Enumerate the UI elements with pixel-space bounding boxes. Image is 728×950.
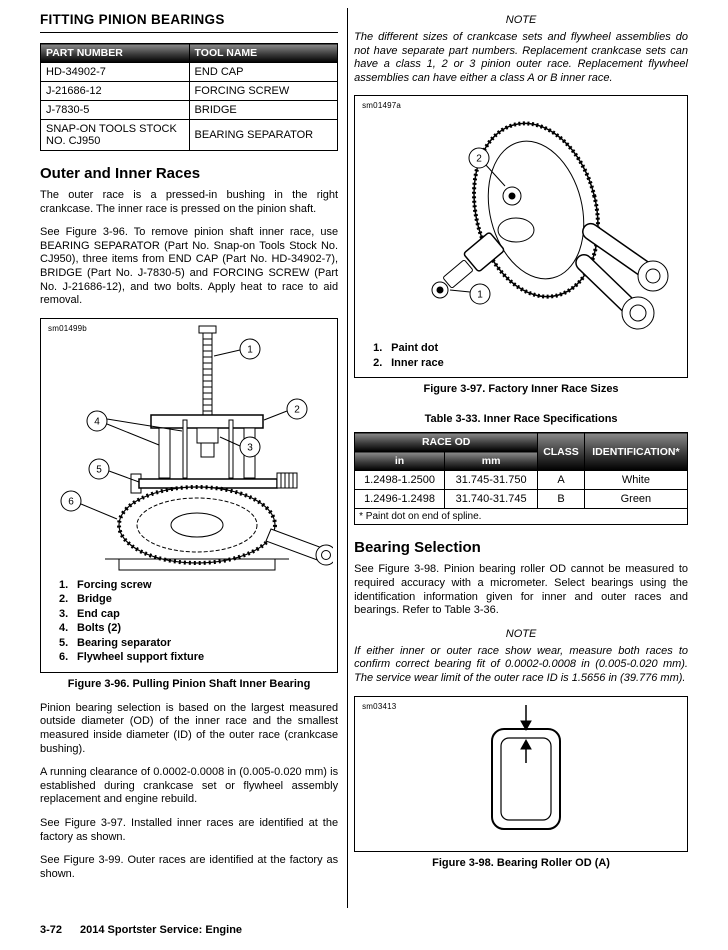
table-row bbox=[41, 63, 338, 82]
flywheel-drawing bbox=[119, 487, 275, 563]
column-divider bbox=[347, 8, 348, 908]
tools-table bbox=[40, 43, 338, 151]
right-column bbox=[354, 12, 688, 891]
footer-text: 2014 Sportster Service: Engine bbox=[80, 924, 243, 936]
svg-text:3: 3 bbox=[247, 442, 253, 454]
legend-item bbox=[59, 607, 333, 622]
figure-3-97-caption: Figure 3-97. Factory Inner Race Sizes bbox=[423, 383, 619, 396]
class-cell: B bbox=[538, 490, 585, 509]
tool-name-cell: FORCING SCREW bbox=[189, 82, 338, 101]
part-number-cell: SNAP-ON TOOLS STOCK NO. CJ950 bbox=[41, 120, 190, 151]
callout-1 bbox=[240, 339, 260, 359]
note-label: NOTE bbox=[505, 627, 537, 640]
svg-text:2: 2 bbox=[294, 404, 300, 416]
identification-header: IDENTIFICATION* bbox=[584, 433, 687, 471]
table-row bbox=[41, 101, 338, 120]
forcing-screw-drawing bbox=[199, 326, 216, 415]
callout-2 bbox=[287, 399, 307, 419]
legend-label: Paint dot bbox=[391, 342, 439, 355]
spec-table-header-row bbox=[355, 433, 688, 452]
callout-5 bbox=[89, 459, 109, 479]
callout-3 bbox=[240, 437, 260, 457]
legend-label: Bolts (2) bbox=[77, 622, 121, 635]
table-row bbox=[355, 471, 688, 490]
legend-number: 5. bbox=[59, 636, 69, 649]
table-row bbox=[41, 82, 338, 101]
section-heading-outer-inner-races: Outer and Inner Races bbox=[40, 165, 201, 182]
legend-item bbox=[373, 341, 683, 356]
tool-name-cell: BEARING SEPARATOR bbox=[189, 120, 338, 151]
section-heading-bearing-selection: Bearing Selection bbox=[354, 539, 481, 557]
race-od-mm-cell: 31.745-31.750 bbox=[444, 471, 537, 490]
note-label: NOTE bbox=[505, 14, 537, 26]
inner-race-end-view bbox=[503, 187, 521, 205]
figure-3-98-box bbox=[354, 696, 688, 852]
paragraph: Pinion bearing selection is based on the largest measured outside diameter (OD) of the inner race and the smallest measured inside diameter (ID) of the outer race (crankcase bushing). bbox=[40, 701, 339, 755]
svg-text:4: 4 bbox=[94, 416, 100, 428]
paragraph: A running clearance of 0.0002-0.0008 in (0.005-0.020 mm) is established during crankcase set or flywheel assembly replacement and engine rebuild. bbox=[40, 766, 339, 806]
legend-item bbox=[59, 636, 333, 651]
legend-label: Bearing separator bbox=[77, 636, 172, 649]
table-3-33-title: Table 3-33. Inner Race Specifications bbox=[424, 413, 618, 426]
figure-3-97-box bbox=[354, 95, 688, 378]
page-title: FITTING PINION BEARINGS bbox=[40, 12, 338, 33]
class-cell: A bbox=[538, 471, 585, 490]
figure-3-96-legend bbox=[45, 575, 333, 670]
paragraph: See Figure 3-96. To remove pinion shaft inner race, use BEARING SEPARATOR (Part No. Snap-on Tools Stock No. CJ950), three items from END CAP (Part No. HD-34902-7), BRIDGE (Part No. J-7830-5) and FORCING SCREW (Part No. J-21686-12), and two bolts. Apply heat to race to aid removal. bbox=[40, 226, 339, 307]
svg-text:1: 1 bbox=[247, 344, 253, 356]
footnote-row bbox=[355, 509, 688, 525]
svg-text:1: 1 bbox=[477, 289, 483, 301]
legend-number: 1. bbox=[59, 578, 69, 591]
paragraph: See Figure 3-99. Outer races are identified at the factory as shown. bbox=[40, 854, 339, 880]
legend-label: Bridge bbox=[77, 593, 112, 606]
note-paragraph: If either inner or outer race show wear, measure both races to confirm correct bearing fit of 0.0002-0.0008 in (0.005-0.020 mm). The service wear limit of the outer race ID is 1.5656 in (39.776 mm). bbox=[354, 644, 688, 684]
part-number-cell: HD-34902-7 bbox=[41, 63, 190, 82]
legend-item bbox=[59, 621, 333, 636]
callout-1 bbox=[470, 284, 490, 304]
legend-item bbox=[59, 578, 333, 593]
legend-item bbox=[59, 592, 333, 607]
callout-4 bbox=[87, 411, 107, 431]
inner-race-spec-table bbox=[354, 432, 688, 525]
tool-name-cell: BRIDGE bbox=[189, 101, 338, 120]
paragraph: The outer race is a pressed-in bushing in the right crankcase. The inner race is pressed on the pinion shaft. bbox=[40, 189, 339, 215]
identification-cell: White bbox=[584, 471, 687, 490]
figure-3-96-caption: Figure 3-96. Pulling Pinion Shaft Inner Bearing bbox=[67, 677, 311, 690]
legend-label: Forcing screw bbox=[77, 578, 152, 591]
footer-page-number: 3-72 bbox=[40, 924, 63, 936]
legend-label: End cap bbox=[77, 607, 120, 620]
svg-text:2: 2 bbox=[476, 153, 482, 165]
race-od-in-cell: 1.2496-1.2498 bbox=[355, 490, 445, 509]
connecting-rod-drawing bbox=[266, 529, 333, 565]
legend-number: 1. bbox=[373, 342, 383, 355]
left-column bbox=[40, 12, 338, 891]
legend-number: 6. bbox=[59, 651, 69, 664]
figure-code-label: sm01497a bbox=[362, 101, 402, 111]
callout-2 bbox=[469, 148, 489, 168]
figure-3-98-drawing bbox=[364, 701, 678, 849]
identification-cell: Green bbox=[584, 490, 687, 509]
callout-6 bbox=[61, 491, 81, 511]
legend-item bbox=[59, 650, 333, 665]
note-paragraph: The different sizes of crankcase sets and flywheel assemblies do not have separate part numbers. Replacement crankcase sets can have a class 1, 2 or 3 pinion outer race. Replacement flywheel assemblies can have either a class A or B inner race. bbox=[354, 31, 688, 84]
part-number-cell: J-7830-5 bbox=[41, 101, 190, 120]
svg-text:5: 5 bbox=[96, 464, 102, 476]
tools-table-header-row bbox=[41, 44, 338, 63]
paragraph: See Figure 3-98. Pinion bearing roller OD cannot be measured to required accuracy with a micrometer. Select bearings using the identification information given for inner and outer races and bearings. Refer to Table 3-36. bbox=[354, 563, 688, 617]
paragraph: See Figure 3-97. Installed inner races are identified at the factory as shown. bbox=[40, 816, 339, 843]
page-footer bbox=[40, 924, 242, 936]
figure-3-98-caption: Figure 3-98. Bearing Roller OD (A) bbox=[432, 856, 610, 869]
race-od-mm-cell: 31.740-31.745 bbox=[444, 490, 537, 509]
tools-table-header-part: PART NUMBER bbox=[41, 44, 190, 63]
figure-3-97-legend bbox=[359, 338, 683, 375]
legend-label: Inner race bbox=[391, 356, 444, 369]
legend-item bbox=[373, 356, 683, 371]
tool-name-cell: END CAP bbox=[189, 63, 338, 82]
connecting-rods-drawing bbox=[573, 221, 668, 329]
figure-code-label: sm01499b bbox=[48, 323, 87, 333]
figure-code-label: sm03413 bbox=[362, 701, 397, 711]
race-od-header: RACE OD bbox=[355, 433, 538, 452]
figure-3-97-drawing bbox=[364, 100, 678, 338]
mm-header: mm bbox=[444, 452, 537, 471]
figure-3-96-drawing bbox=[45, 323, 333, 575]
legend-number: 2. bbox=[373, 356, 383, 369]
table-footnote: * Paint dot on end of spline. bbox=[355, 509, 688, 525]
table-row bbox=[41, 120, 338, 151]
in-header: in bbox=[355, 452, 445, 471]
end-cap-drawing bbox=[197, 428, 218, 457]
class-header: CLASS bbox=[538, 433, 585, 471]
legend-number: 3. bbox=[59, 607, 69, 620]
svg-text:6: 6 bbox=[68, 496, 74, 508]
figure-3-96-box bbox=[40, 318, 338, 673]
legend-number: 4. bbox=[59, 622, 69, 635]
legend-label: Flywheel support fixture bbox=[77, 651, 205, 664]
legend-number: 2. bbox=[59, 593, 69, 606]
tools-table-header-tool: TOOL NAME bbox=[189, 44, 338, 63]
race-od-in-cell: 1.2498-1.2500 bbox=[355, 471, 445, 490]
table-row bbox=[355, 490, 688, 509]
part-number-cell: J-21686-12 bbox=[41, 82, 190, 101]
